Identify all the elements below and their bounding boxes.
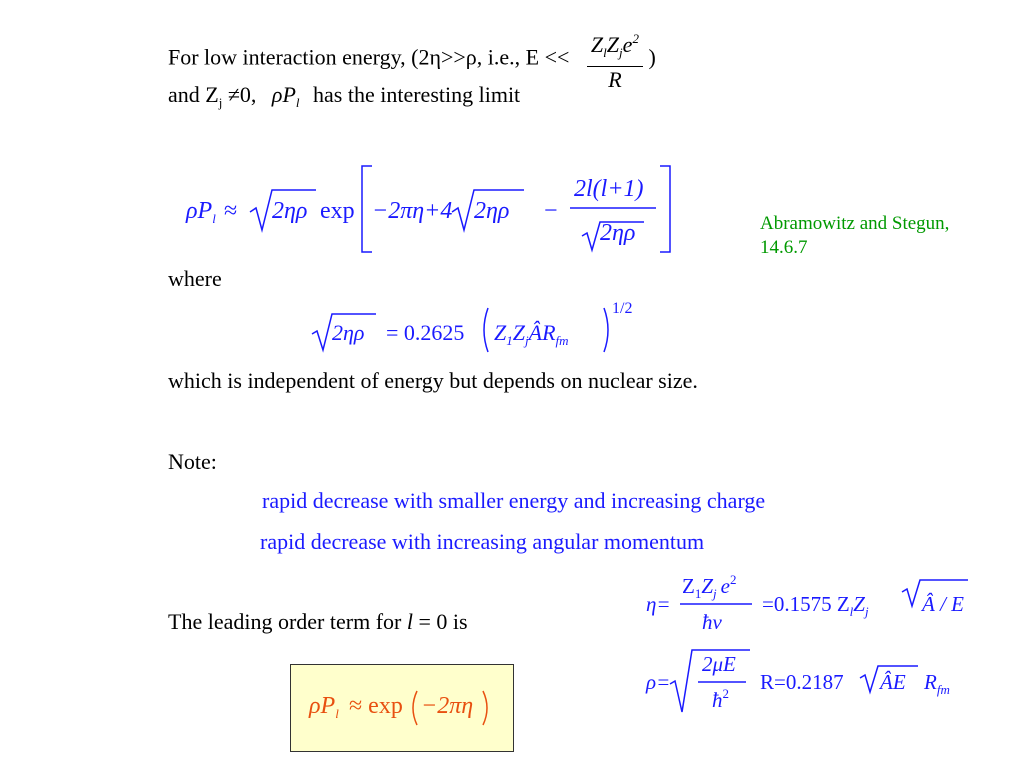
independent-text: which is independent of energy but depends on nuclear size. <box>168 368 698 393</box>
rho-lhs: ρ= <box>646 670 671 694</box>
rho-num: 2μE <box>702 652 736 676</box>
eta-rhs: =0.1575 $Z_lZ_j$ <box>762 592 869 619</box>
intro-text-1: For low interaction energy, (2η>>ρ, i.e., E << <box>168 44 570 70</box>
second-sqrt: 2ηρ <box>332 320 365 345</box>
rho-rhs-sqrt: ÂE <box>880 670 906 694</box>
main-frac-num: 2l(l+1) <box>574 176 644 202</box>
where-label: where <box>168 266 222 291</box>
second-z-terms: $Z_1Z_jÂR_{fm}$ <box>494 320 569 348</box>
eta-formula <box>646 566 976 640</box>
eta-lhs: η= <box>646 592 671 616</box>
main-frac-den: 2ηρ <box>600 220 636 246</box>
boxed-rhs: ≈ exp <box>349 693 403 719</box>
main-minus: − <box>544 198 558 224</box>
eta-num: $Z_1Z_j$ $e^2$ <box>682 572 737 601</box>
main-approx: ≈ <box>224 198 238 224</box>
intro-line-2: and $Z_j \ne 0$, $\rho P_l$ has the interesting limit <box>168 82 521 110</box>
main-sqrt1: 2ηρ <box>272 198 308 224</box>
rho-p-l: $\rho P_l$ <box>271 82 300 110</box>
boxed-arg: −2πη <box>421 693 474 719</box>
note-item-2: rapid decrease with increasing angular momentum <box>260 529 705 554</box>
note-label: Note: <box>168 449 217 474</box>
intro-energy-fraction: $\frac{Z_lZ_je^2}{R}$ <box>587 26 643 93</box>
rho-rhs: R=0.2187 <box>760 670 844 694</box>
reference: Abramowitz and Stegun, 14.6.7 <box>760 213 950 258</box>
rho-formula <box>646 644 976 718</box>
rho-den: $ħ^2$ <box>712 686 729 712</box>
main-exp: exp <box>320 198 355 224</box>
note-item-1: rapid decrease with smaller energy and increasing charge <box>262 488 766 513</box>
boxed-lhs: $\rho P_l$ <box>309 693 339 721</box>
second-power: 1/2 <box>612 300 633 317</box>
main-sqrt2: 2ηρ <box>474 198 510 224</box>
second-equals: = 0.2625 <box>386 320 465 345</box>
intro-close-paren: ) <box>648 44 656 70</box>
main-lhs: $\rho P_l$ <box>186 198 216 226</box>
boxed-formula <box>290 664 514 752</box>
leading-order-text: The leading order term for l = 0 is <box>168 609 468 634</box>
rho-rhs-r: $R_{fm}$ <box>924 670 950 697</box>
main-term1: −2πη+4 <box>372 198 453 224</box>
eta-rhs-sqrt: Â / E <box>922 592 964 616</box>
eta-den: ħv <box>702 610 722 634</box>
